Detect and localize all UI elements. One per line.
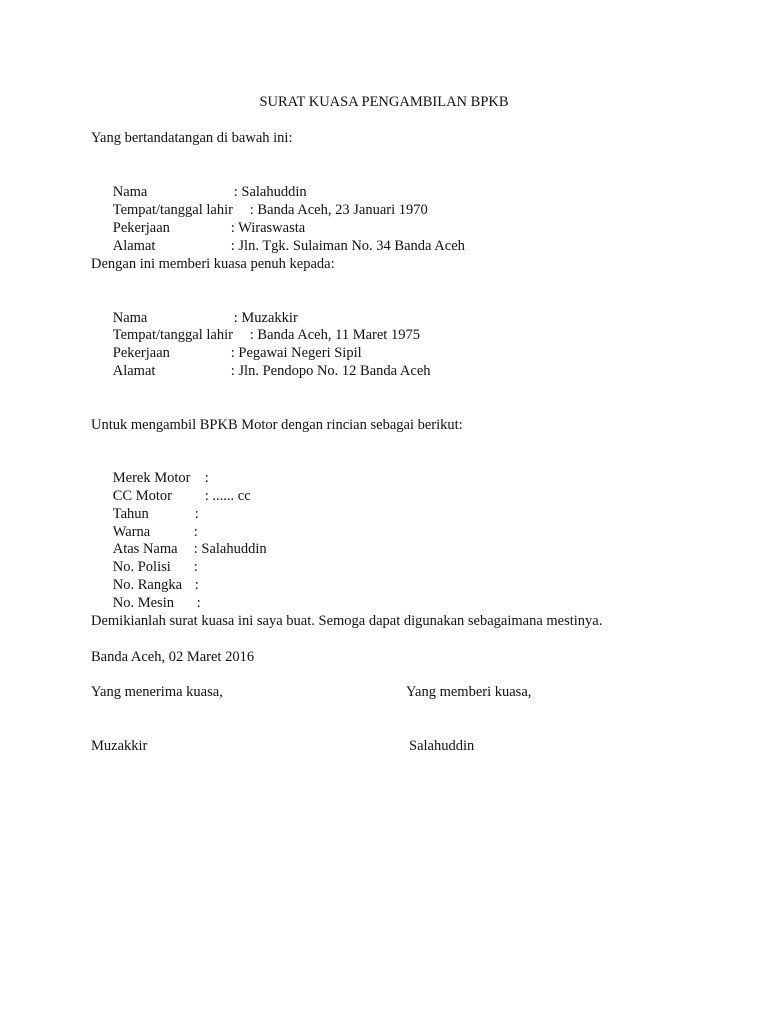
power-statement: Dengan ini memberi kuasa penuh kepada: [91,256,335,272]
grantor-job-value: : Wiraswasta [230,220,306,236]
motor-plate-label: No. Polisi [112,559,171,575]
motor-owner-label: Atas Nama [112,541,178,557]
grantor-birth-label: Tempat/tanggal lahir [112,202,233,218]
receiver-signature-name: Muzakkir [91,738,148,754]
giver-signature-label: Yang memberi kuasa, [406,684,532,700]
motor-brand-label: Merek Motor [112,470,191,486]
document-title: SURAT KUASA PENGAMBILAN BPKB [259,94,509,110]
giver-signature-name: Salahuddin [409,738,475,754]
grantee-name-value: : Muzakkir [233,310,298,326]
grantee-name-label: Nama [112,310,148,326]
motor-engine-value: : [196,595,201,611]
motor-year-value: : [194,506,199,522]
grantee-job-label: Pekerjaan [112,345,170,361]
grantor-address-label: Alamat [112,238,156,254]
motor-year-label: Tahun [112,506,149,522]
place-date: Banda Aceh, 02 Maret 2016 [91,649,255,665]
grantor-name-value: : Salahuddin [233,184,307,200]
grantee-address-row [91,344,431,398]
motor-cc-value: : ...... cc [204,488,251,504]
grantor-address-value: : Jln. Tgk. Sulaiman No. 34 Banda Aceh [230,238,465,254]
closing-text: Demikianlah surat kuasa ini saya buat. Semoga dapat digunakan sebagaimana mestinya. [91,613,603,629]
grantor-birth-value: : Banda Aceh, 23 Januari 1970 [249,202,428,218]
intro-text: Yang bertandatangan di bawah ini: [91,130,293,146]
grantee-address-label: Alamat [112,363,156,379]
grantee-birth-value: : Banda Aceh, 11 Maret 1975 [249,327,420,343]
motor-color-value: : [193,524,198,540]
motor-engine-label: No. Mesin [112,595,174,611]
motor-frame-value: : [194,577,199,593]
grantor-name-label: Nama [112,184,148,200]
motor-color-label: Warna [112,524,151,540]
grantee-job-value: : Pegawai Negeri Sipil [230,345,362,361]
grantor-job-label: Pekerjaan [112,220,170,236]
purpose-text: Untuk mengambil BPKB Motor dengan rincian sebagai berikut: [91,417,463,433]
motor-owner-value: : Salahuddin [193,541,267,557]
motor-cc-label: CC Motor [112,488,172,504]
motor-plate-value: : [193,559,198,575]
grantee-birth-label: Tempat/tanggal lahir [112,327,233,343]
motor-frame-label: No. Rangka [112,577,183,593]
receiver-signature-label: Yang menerima kuasa, [91,684,223,700]
motor-brand-value: : [204,470,209,486]
grantee-address-value: : Jln. Pendopo No. 12 Banda Aceh [230,363,431,379]
